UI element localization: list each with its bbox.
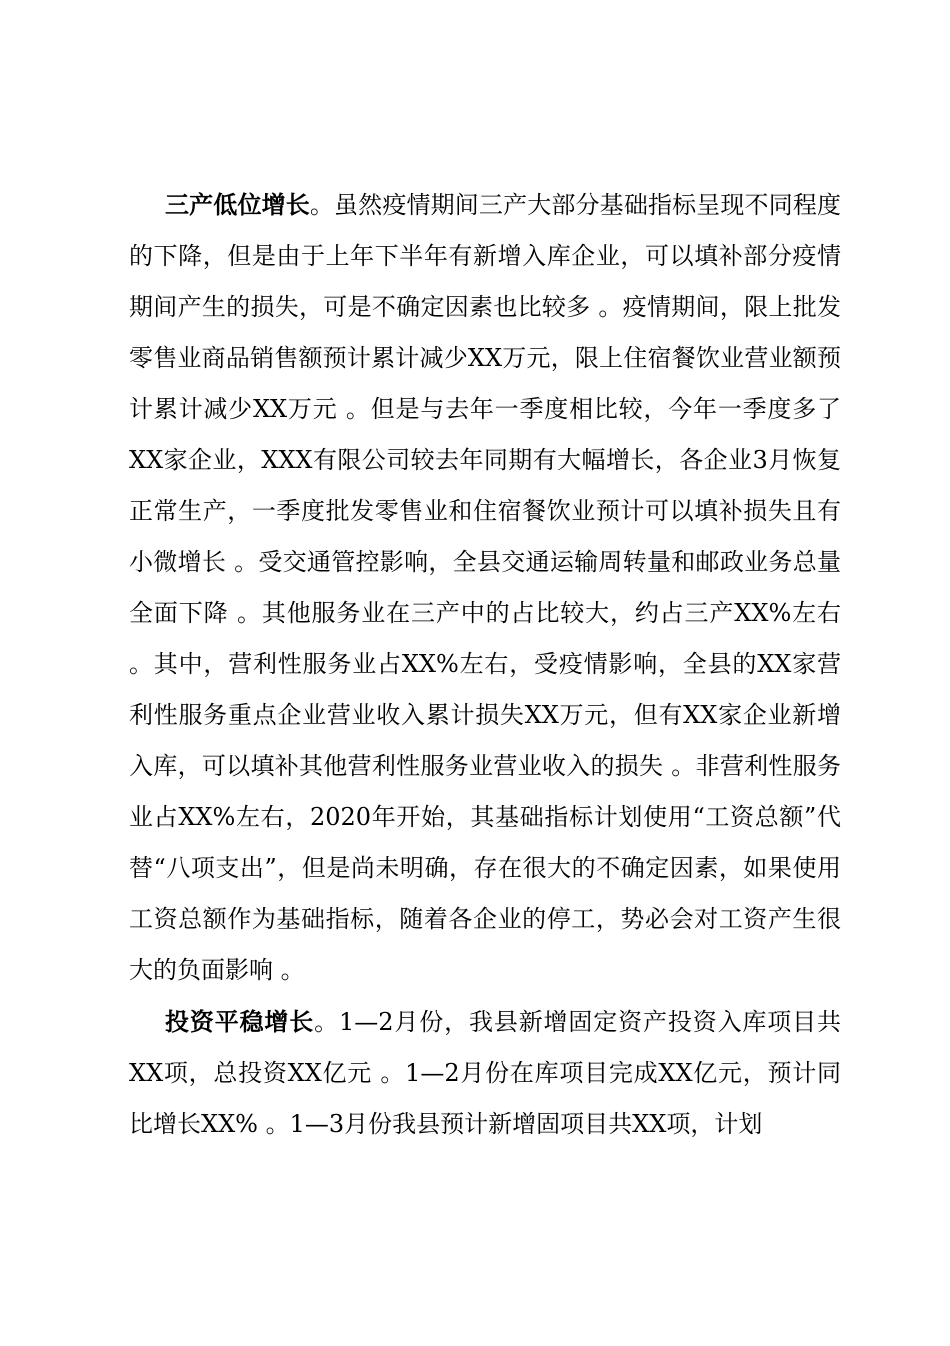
paragraph-heading: 三产低位增长: [165, 190, 310, 219]
document-body: [129, 179, 841, 1150]
paragraph-text: 。虽然疫情期间三产大部分基础指标呈现不同程度的下降，但是由于上年下半年有新增入库企业，可以填补部分疫情期间产生的损失，可是不确定因素也比较多 。疫情期间，限上批发零售业商品销售额预计累计减少XX万元，限上住宿餐饮业营业额预计累计减少XX万元 。但是与去年一季度相比较，今年一季度多了XX家企业，XXX有限公司较去年同期有大幅增长，各企业3月恢复正常生产，一季度批发零售业和住宿餐饮业预计可以填补损失且有小微增长 。受交通管控影响，全县交通运输周转量和邮政业务总量全面下降 。其他服务业在三产中的占比较大，约占三产XX%左右 。其中，营利性服务业占XX%左右，受疫情影响，全县的XX家营利性服务重点企业营业收入累计损失XX万元，但有XX家企业新增入库，可以填补其他营利性服务业营业收入的损失 。非营利性服务业占XX%左右，2020年开始，其基础指标计划使用“工资总额”代替“八项支出”，但是尚未明确，存在很大的不确定因素，如果使用工资总额作为基础指标，随着各企业的停工，势必会对工资产生很大的负面影响 。: [129, 191, 842, 984]
paragraph-heading: 投资平稳增长: [165, 1007, 315, 1036]
paragraph-investment: [129, 996, 841, 1150]
paragraph-tertiary-industry: [129, 179, 841, 996]
paragraph-text: 。1—2月份，我县新增固定资产投资入库项目共XX项，总投资XX亿元 。1—2月份在库项目完成XX亿元，预计同比增长XX% 。1—3月份我县预计新增固项目共XX项，计划: [129, 1008, 841, 1138]
